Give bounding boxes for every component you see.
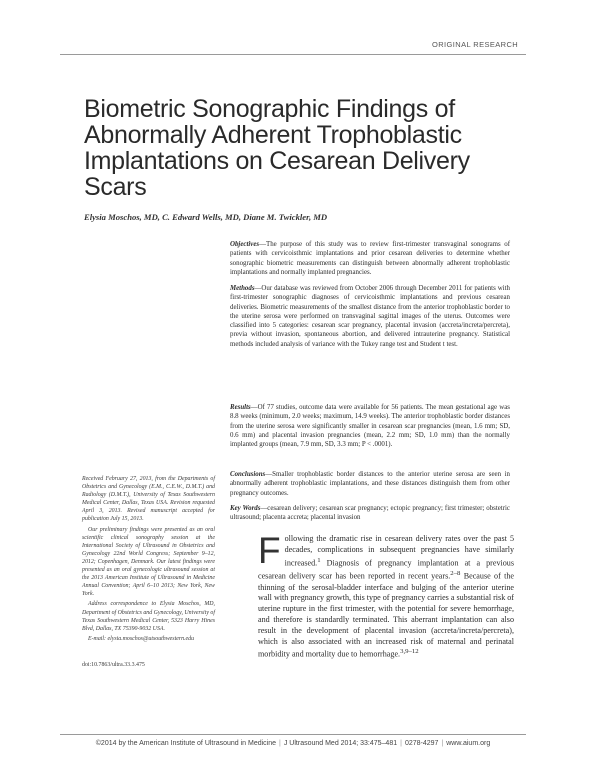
footer-divider xyxy=(60,734,526,735)
email-note: E-mail: elysia.moschos@utsouthwestern.edu xyxy=(88,635,195,642)
abstract-methods xyxy=(230,284,510,349)
footer-issn: 0278-4297 xyxy=(404,740,439,747)
presentation-note: Our preliminary findings were presented as an oral scientific clinical sonography session at the International Society of Ultrasound in Obstetrics and Gynecology 22nd World Congress; September 9–12, 2012; Copenhagen, Denmark. Our latest findings were presented as an oral gynecologic ultrasound session at the 2013 American Institute of Ultrasound in Medicine Annual Convention; April 6–10 2013; New York, New York. xyxy=(82,526,215,598)
body-text-3: Because of the thinning of the serosal-bladder interface and bulging of the anterior uterine wall with pregnancy growth, this type of pregnancy carries a substantial risk of uterine rupture in the first trimester, with the potential for severe hemorrhage, and therefore is standardly terminated. This aberrant implantation can also result in the development of placental invasion (accreta/increta/percreta), which is also associated with an increased risk of maternal and perinatal morbidity and mortality due to hemorrhage. xyxy=(258,571,515,660)
objectives-text: —The purpose of this study was to review first-trimester transvaginal sonograms of patients with cervicoisthmic implantations and prior cesarean deliveries to determine whether sonographic biometric measurements can distinguish between abnormally adherent trophoblastic implantations and normally implanted pregnancies. xyxy=(230,241,510,276)
author-list: Elysia Moschos, MD, C. Edward Wells, MD, Diane M. Twickler, MD xyxy=(84,212,328,222)
objectives-label: Objectives xyxy=(230,241,260,248)
drop-cap: F xyxy=(258,530,281,571)
header-divider xyxy=(60,54,526,55)
correspondence-note: Address correspondence to Elysia Moschos, MD, Department of Obstetrics and Gynecology, University of Texas Southwestern Medical Center, 5323 Harry Hines Blvd, Dallas, TX 75390-9032 USA. xyxy=(82,601,216,632)
body-text-1: ollowing the dramatic rise in cesarean delivery rates over the past 5 decades, complications in subsequent pregnancies have similarly increased. xyxy=(284,534,514,568)
article-title: Biometric Sonographic Findings of Abnormally Adherent Trophoblastic Implantations on Cesarean Delivery Scars xyxy=(84,95,470,201)
abstract-conclusions xyxy=(230,470,510,498)
abstract-keywords xyxy=(230,504,510,523)
footer-copyright: ©2014 by the American Institute of Ultrasound in Medicine xyxy=(95,740,277,747)
results-text: —Of 77 studies, outcome data were available for 56 patients. The mean gestational age was 8.8 weeks (minimum, 2.0 weeks; maximum, 14.9 weeks). The anterior trophoblastic border distances from the uterine serosa were significantly smaller in cesarean scar pregnancies (mean, 1.6 mm; SD, 0.6 mm) and placental invasion pregnancies (mean, 2.2 mm; SD, 1.0 mm) than the normally implanted groups (mean, 7.9 mm, SD, 3.3 mm; P < .0001). xyxy=(230,404,510,449)
methods-text: —Our database was reviewed from October 2006 through December 2011 for patients with first-trimester sonographic diagnoses of cervicoisthmic implantations and previous cesarean deliveries. Biometric measurements of the smallest distance from the anterior trophoblastic border to the uterine serosa were performed on transvaginal sagittal images of the uterus. Outcomes were classified into 5 categories: cesarean scar pregnancy, placental invasion (accreta/increta/percreta), previa without invasion, spontaneous abortion, and delivered intrauterine pregnancy. Statistical methods included analysis of variance with the Tukey range test and Student t test. xyxy=(230,285,510,348)
methods-label: Methods xyxy=(230,285,255,292)
received-note: Received February 27, 2013, from the Departments of Obstetrics and Gynecology (E.M., C.E.W., D.M.T.) and Radiology (D.M.T.), University of Texas Southwestern Medical Center, Dallas, Texas USA. Revision requested April 3, 2013. Revised manuscript accepted for publication July 15, 2013. xyxy=(82,476,215,523)
keywords-label: Key Words xyxy=(230,505,261,512)
body-text-2: Diagnosis of pregnancy implantation at a previous cesarean delivery scar has been reported in recent years. xyxy=(258,558,514,581)
conclusions-label: Conclusions xyxy=(230,471,266,478)
section-label: ORIGINAL RESEARCH xyxy=(432,40,519,49)
article-notes xyxy=(82,475,215,645)
reference-1[interactable]: 1 xyxy=(317,556,321,564)
reference-2[interactable]: 2–8 xyxy=(450,570,461,578)
abstract-objectives xyxy=(230,240,510,277)
doi-link[interactable]: doi:10.7863/ultra.33.3.475 xyxy=(82,662,145,668)
reference-3[interactable]: 3,9–12 xyxy=(400,648,419,656)
keywords-text: —cesarean delivery; cesarean scar pregnancy; ectopic pregnancy; first trimester; obstetric ultrasound; placenta accreta; placental invasion xyxy=(230,505,510,522)
page-footer: ©2014 by the American Institute of Ultrasound in Medicine | J Ultrasound Med 2014; 33:475–481 | 0278-4297 | www.aium.org xyxy=(95,740,491,747)
body-paragraph xyxy=(258,530,515,661)
results-label: Results xyxy=(230,404,251,411)
footer-citation: J Ultrasound Med 2014; 33:475–481 xyxy=(283,740,398,747)
conclusions-text: —Smaller trophoblastic border distances to the anterior uterine serosa are seen in abnormally adherent trophoblastic implantations, and these distances distinguish them from other pregnancy outcomes. xyxy=(230,471,510,497)
footer-url[interactable]: www.aium.org xyxy=(446,740,491,747)
abstract-results xyxy=(230,403,510,449)
